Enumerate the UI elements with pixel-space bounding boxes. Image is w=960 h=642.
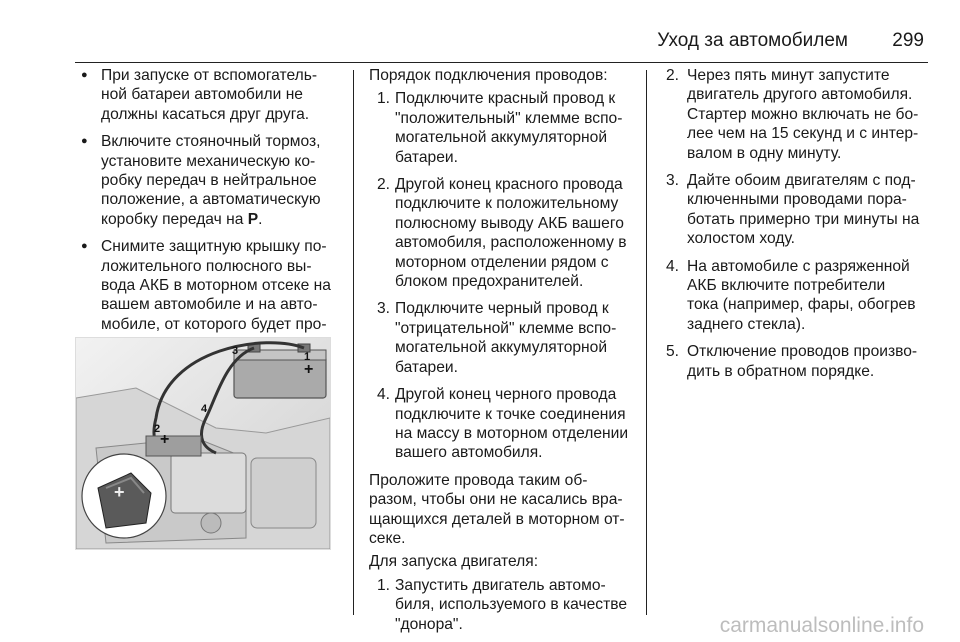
- plus-sign: +: [114, 482, 125, 502]
- start-title: Для запуска двигателя:: [369, 553, 539, 571]
- engine-bay-drawing: [76, 338, 330, 549]
- bullet-item: ● Включите стояночный тормоз, установите механическую ко- робку передач в нейтральное положение, а автоматическую коробку передач на P.: [79, 132, 345, 229]
- numbered-step: 2. Другой конец красного провода подключите к положительному полюсному выводу АКБ вашего автомобиля, расположенному в моторном отделении рядом с блоком предохранителей.: [377, 176, 627, 291]
- bullet-item: ● При запуске от вспомогатель- ной батареи автомобили не должны касаться друг друга.: [79, 66, 345, 124]
- numbered-step: 1. Подключите красный провод к "положительный" клемме вспо- могательной аккумуляторной батареи.: [377, 90, 623, 166]
- column-divider: [353, 70, 354, 615]
- column-right: [666, 66, 936, 389]
- figure-label: 3: [232, 345, 239, 357]
- connection-order-title: Порядок подключения проводов:: [369, 67, 608, 84]
- header-rule: [75, 62, 928, 63]
- figure-label: 4: [201, 403, 208, 415]
- numbered-step: 5. Отключение проводов произво- дить в обратном порядке.: [666, 343, 918, 380]
- column-divider: [646, 70, 647, 615]
- numbered-step: 2. Через пять минут запустите двигатель другого автомобиля. Стартер можно включать не бо- лее чем на 15 секунд и с интер- валом в одну минуту.: [666, 67, 919, 162]
- figure-label: 2: [154, 423, 161, 435]
- numbered-step: 3. Подключите черный провод к "отрицательной" клемме вспо- могательной аккумуляторной батареи.: [377, 300, 617, 376]
- fuse-box-shape: [171, 453, 246, 513]
- bullet-item: ● Снимите защитную крышку по- ложительного полюсного вы- вода АКБ в моторном отсеке на вашем автомобиле и на авто- мобиле, от которого будет про-: [79, 237, 345, 353]
- figure-label: 1: [304, 351, 311, 363]
- column-middle: [369, 66, 637, 642]
- gear-position-p: P: [247, 210, 259, 228]
- plus-sign: +: [160, 431, 170, 448]
- numbered-step: 4. Другой конец черного провода подключите к точке соединения на массу в моторном отделении вашего автомобиля.: [377, 386, 629, 462]
- jump-start-illustration: [75, 337, 331, 550]
- watermark: carmanualsonline.info: [719, 614, 924, 637]
- numbered-step: 1. Запустить двигатель автомо- биля, используемого в качестве "донора".: [377, 576, 627, 633]
- page-number: 299: [892, 30, 924, 51]
- numbered-step: 3. Дайте обоим двигателям с под- ключенными проводами пора- ботать примерно три минуты на холостом ходу.: [666, 172, 920, 248]
- routing-paragraph: Проложите провода таким об- разом, чтобы они не касались вра- щающихся деталей в моторном от- секе.: [369, 471, 625, 547]
- page-title: Уход за автомобилем: [657, 30, 848, 51]
- numbered-step: 4. На автомобиле с разряженной АКБ включите потребители тока (например, фары, обогрев заднего стекла).: [666, 257, 916, 333]
- plus-sign: +: [304, 361, 314, 378]
- column-left: [79, 66, 345, 362]
